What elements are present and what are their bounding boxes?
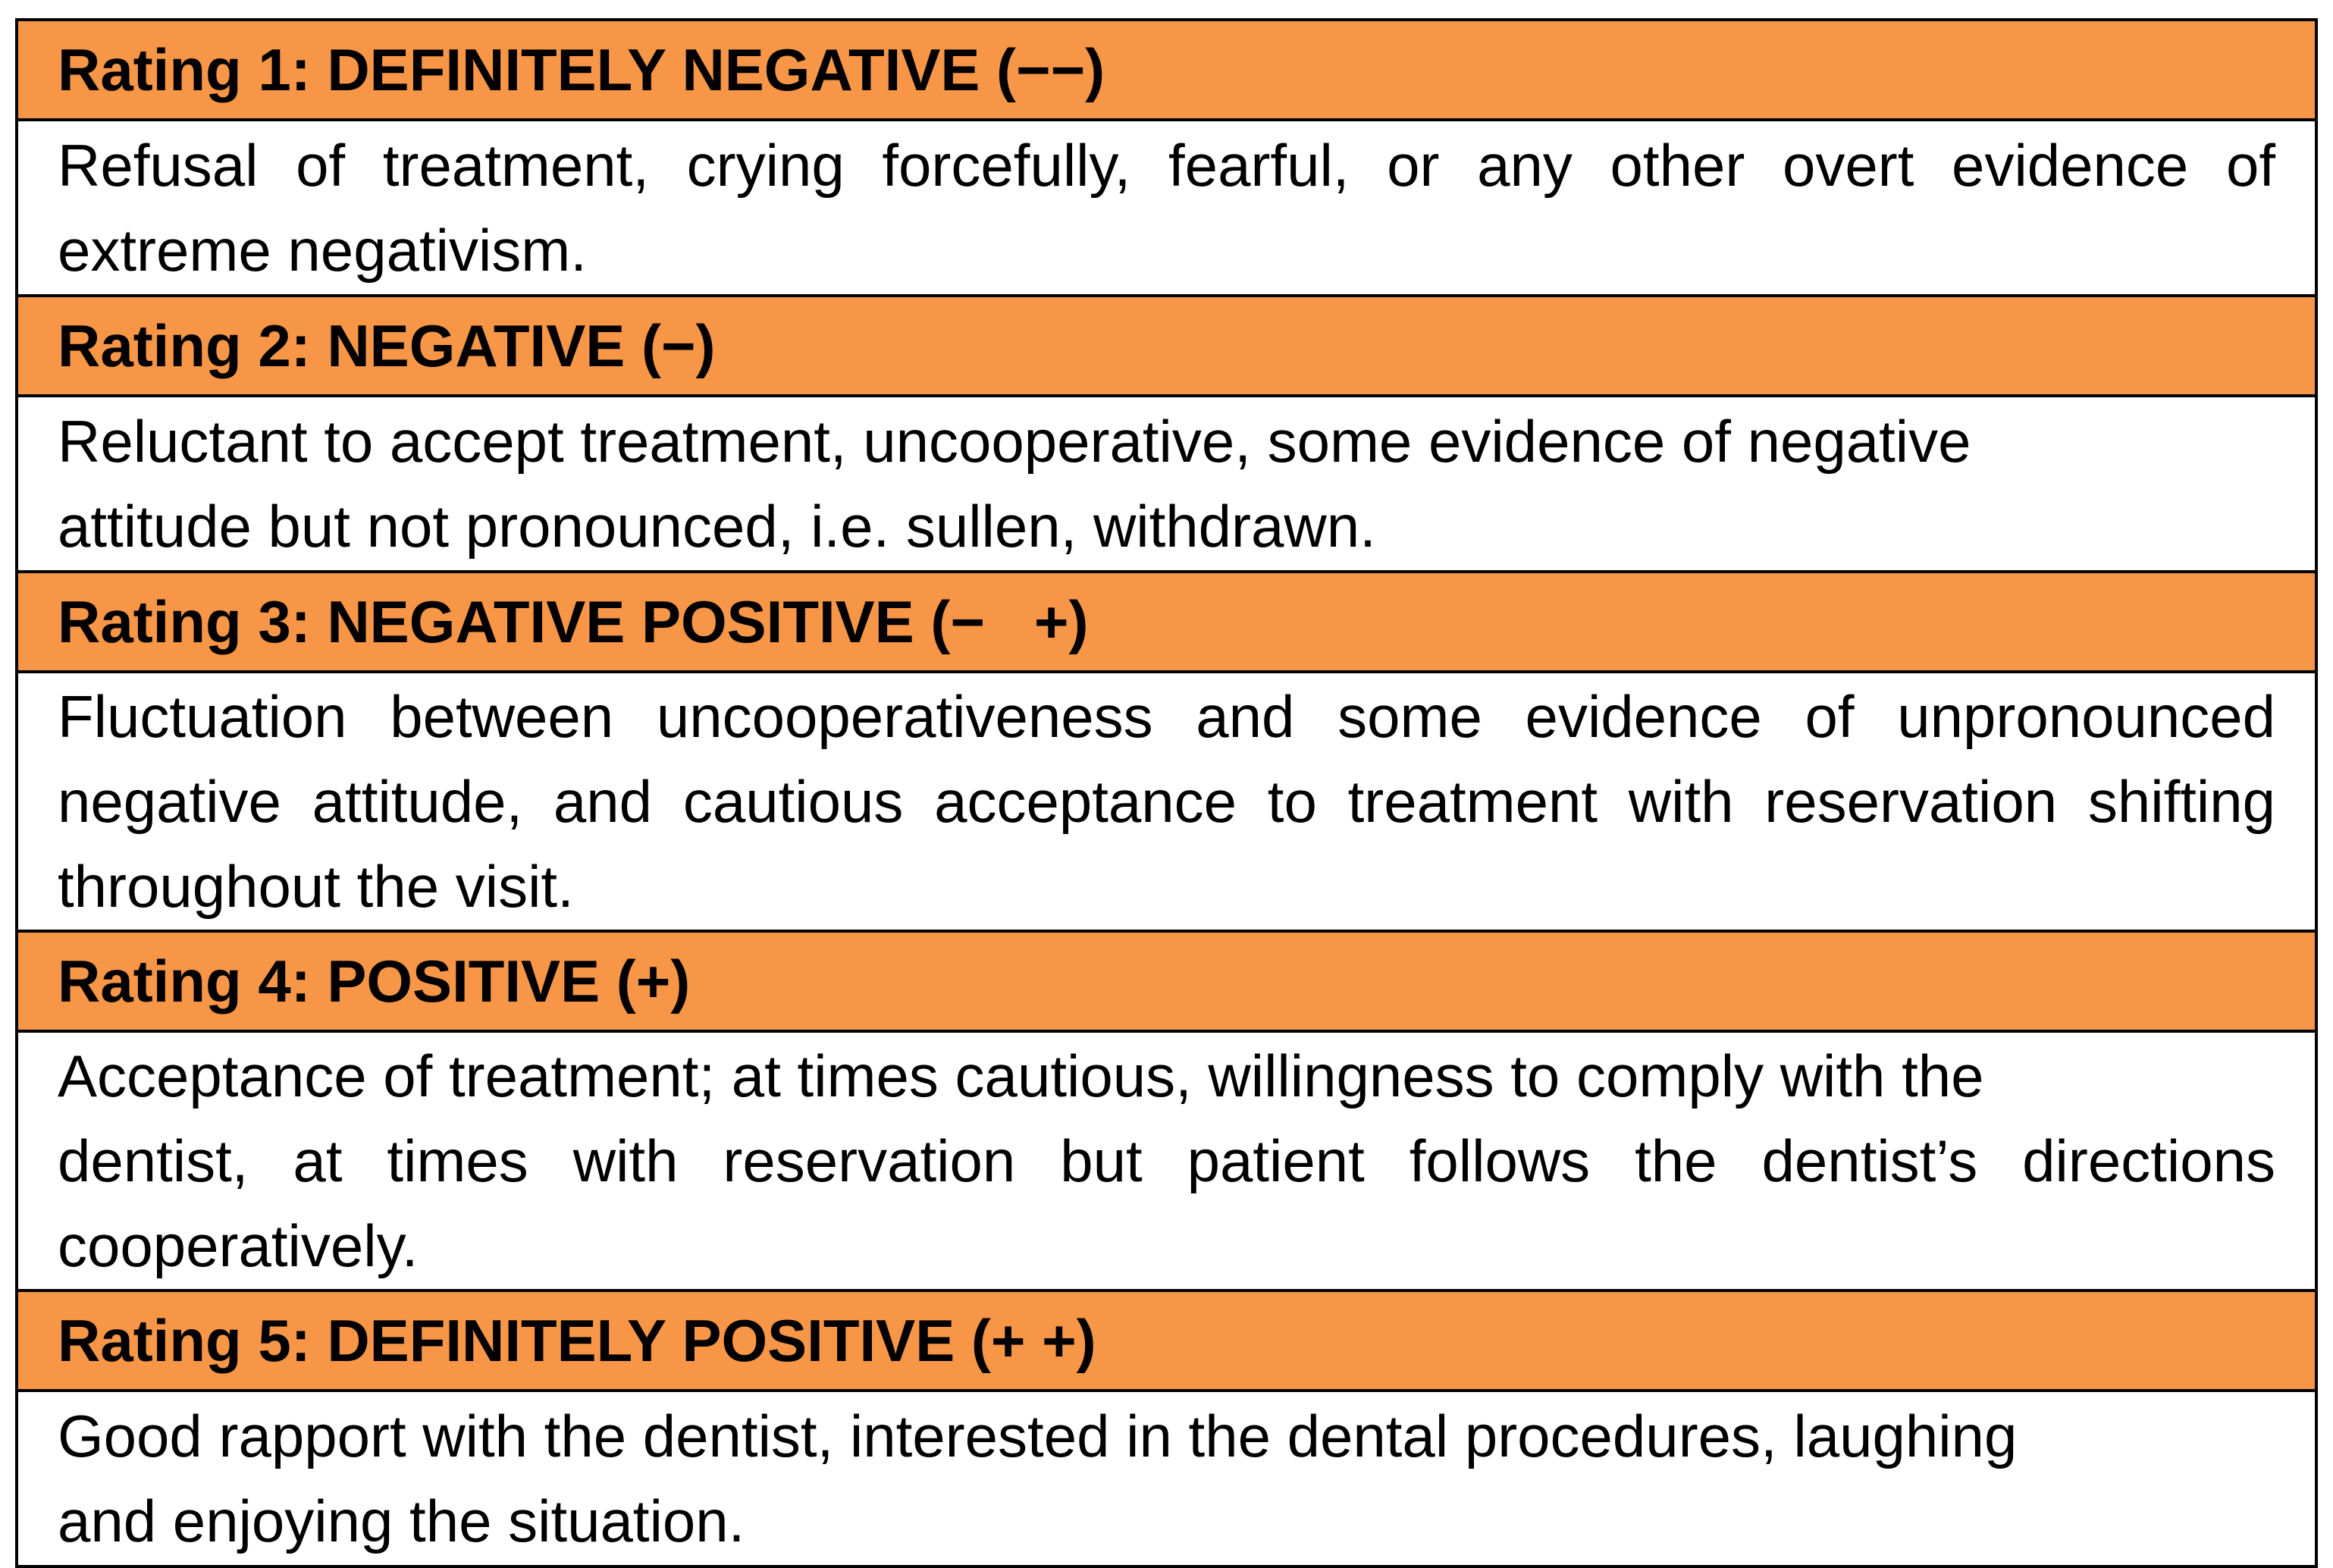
- rating-2-description: [18, 397, 2315, 573]
- rating-1-description-line-2: extreme negativism.: [58, 217, 587, 284]
- rating-5-heading: Rating 5: DEFINITELY POSITIVE (+ +): [18, 1292, 2315, 1392]
- rating-2-heading: Rating 2: NEGATIVE (−): [18, 297, 2315, 397]
- rating-4-heading: Rating 4: POSITIVE (+): [18, 933, 2315, 1033]
- rating-4-description-line-3: cooperatively.: [58, 1212, 419, 1279]
- rating-2-description-line-1: Reluctant to accept treatment, uncooperative, some evidence of negative: [58, 408, 1971, 475]
- rating-5-description: [18, 1392, 2315, 1568]
- rating-3-description-line-1: Fluctuation between uncooperativeness and some evidence of unpronounced: [58, 683, 2275, 750]
- rating-4-description-line-2: dentist, at times with reservation but patient follows the dentist’s directions: [58, 1127, 2275, 1194]
- rating-3-heading: Rating 3: NEGATIVE POSITIVE (− +): [18, 573, 2315, 673]
- rating-5-description-line-1: Good rapport with the dentist, interested in the dental procedures, laughing: [58, 1403, 2018, 1469]
- rating-1-description-line-1: Refusal of treatment, crying forcefully, fearful, or any other overt evidence of: [58, 132, 2275, 199]
- rating-1-description: [18, 121, 2315, 297]
- rating-3-description-line-2: negative attitude, and cautious acceptance to treatment with reservation shifting: [58, 768, 2275, 835]
- rating-2-description-line-2: attitude but not pronounced, i.e. sullen, withdrawn.: [58, 493, 1376, 560]
- rating-3-description: [18, 673, 2315, 933]
- rating-3-description-line-3: throughout the visit.: [58, 853, 574, 920]
- rating-1-heading: Rating 1: DEFINITELY NEGATIVE (−−): [18, 21, 2315, 121]
- rating-5-description-line-2: and enjoying the situation.: [58, 1488, 745, 1554]
- rating-4-description: [18, 1033, 2315, 1292]
- rating-4-description-line-1: Acceptance of treatment; at times cautious, willingness to comply with the: [58, 1043, 1984, 1109]
- behavior-rating-table: [15, 18, 2318, 1568]
